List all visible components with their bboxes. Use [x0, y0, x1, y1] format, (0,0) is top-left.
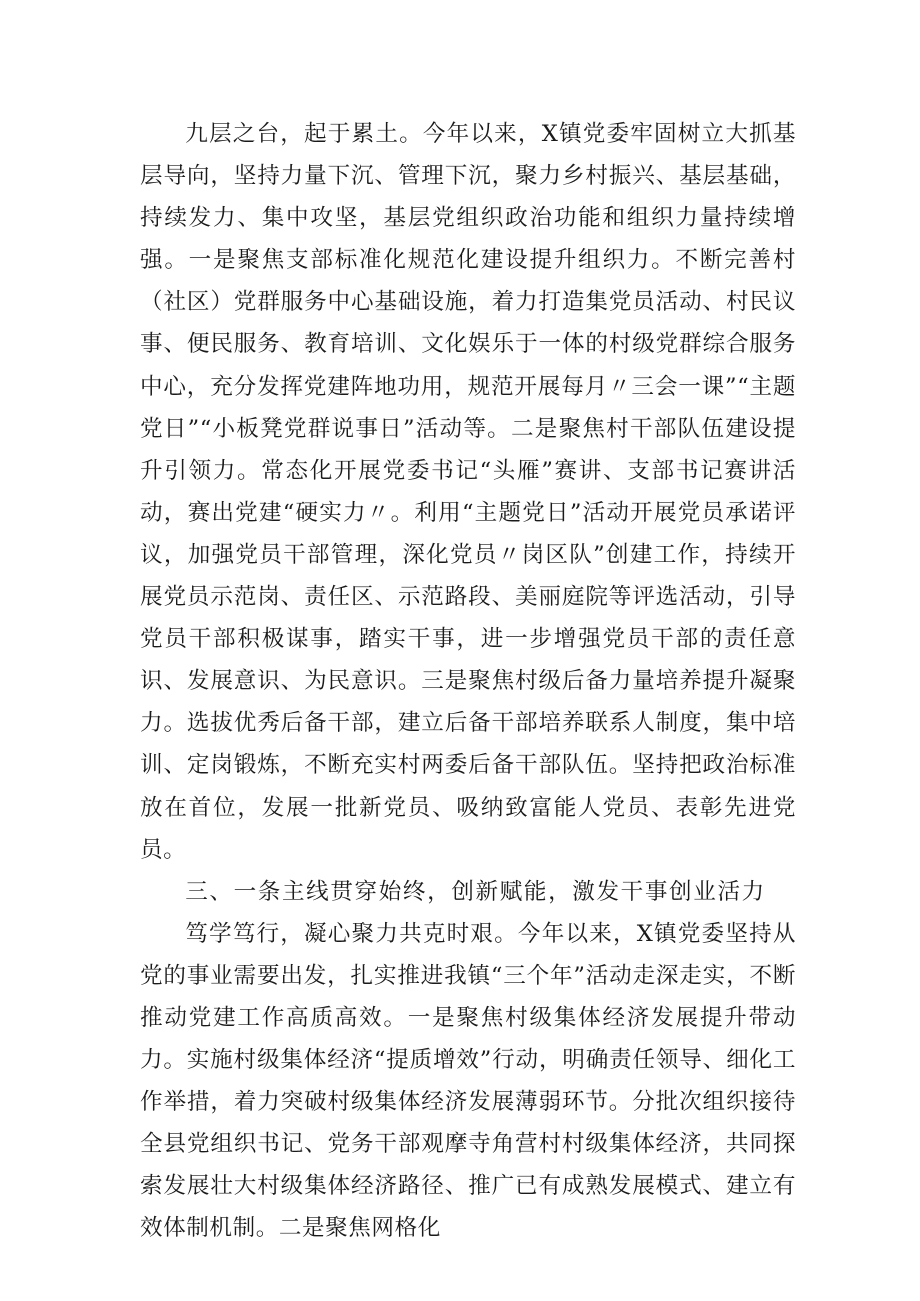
document-body: [140, 113, 796, 1250]
paragraph-innovation: 笃学笃行，凝心聚力共克时艰。今年以来，X镇党委坚持从党的事业需要出发，扎实推进我镇“三个年”活动走深走实，不断推动党建工作高质高效。一是聚焦村级集体经济发展提升带动力。实施村级集体经济“提质增效”行动，明确责任领导、细化工作举措，着力突破村级集体经济发展薄弱环节。分批次组织接待全县党组织书记、党务干部观摩寺角营村村级集体经济，共同探索发展壮大村级集体经济路径、推广已有成熟发展模式、建立有效体制机制。二是聚焦网格化: [140, 920, 796, 1242]
section-heading-3: 三、一条主线贯穿始终，创新赋能，激发干事创业活力: [185, 878, 766, 905]
paragraph-grassroots: 九层之台，起于累土。今年以来，X镇党委牢固树立大抓基层导向，坚持力量下沉、管理下沉，聚力乡村振兴、基层基础，持续发力、集中攻坚，基层党组织政治功能和组织力量持续增强。一是聚焦支部标准化规范化建设提升组织力。不断完善村（社区）党群服务中心基础设施，着力打造集党员活动、村民议事、便民服务、教育培训、文化娱乐于一体的村级党群综合服务中心，充分发挥党建阵地功用，规范开展每月〃三会一课”“主题党日”“小板凳党群说事日”活动等。二是聚焦村干部队伍建设提升引领力。常态化开展党委书记“头雁”赛讲、支部书记赛讲活动，赛出党建“硬实力〃。利用“主题党日”活动开展党员承诺评议，加强党员干部管理，深化党员〃岗区队”创建工作，持续开展党员示范岗、责任区、示范路段、美丽庭院等评选活动，引导党员干部积极谋事，踏实干事，进一步增强党员干部的责任意识、发展意识、为民意识。三是聚焦村级后备力量培养提升凝聚力。选拔优秀后备干部，建立后备干部培养联系人制度，集中培训、定岗锻炼，不断充实村两委后备干部队伍。坚持把政治标准放在首位，发展一批新党员、吸纳致富能人党员、表彰先进党员。: [140, 121, 796, 863]
